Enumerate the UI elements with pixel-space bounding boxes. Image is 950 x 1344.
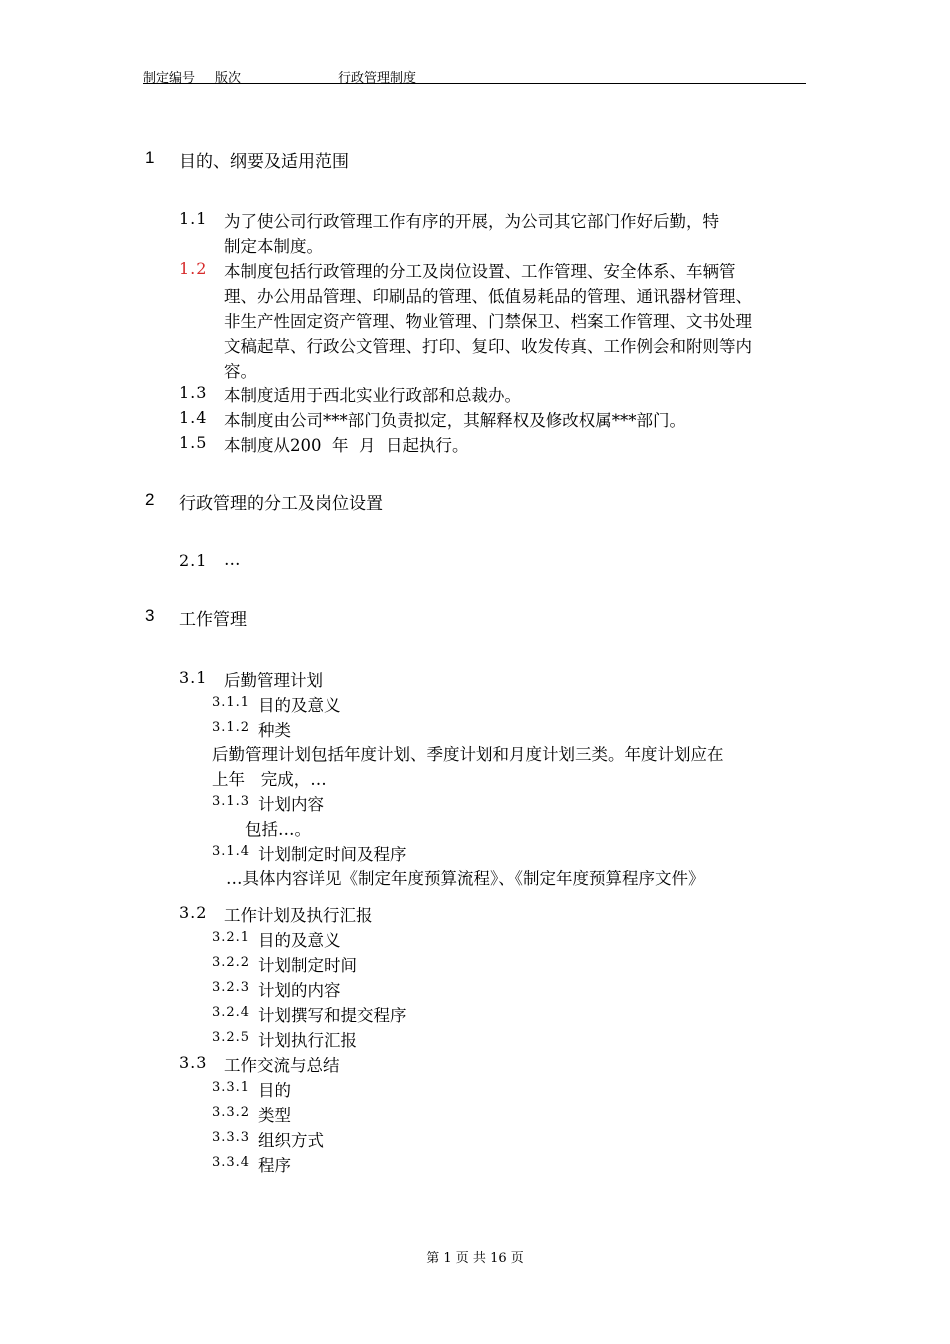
item-text-line: 本制度包括行政管理的分工及岗位设置、工作管理、安全体系、车辆管 <box>224 262 736 281</box>
item-number-highlighted: 1.2 <box>179 259 208 278</box>
section-title: 行政管理的分工及岗位设置 <box>179 494 383 514</box>
item-text-line: 本制度适用于西北实业行政部和总裁办。 <box>224 386 521 405</box>
footer-current-page: 1 <box>443 1251 452 1266</box>
item-number: 3.3 <box>179 1053 208 1072</box>
sub-number: 3.3.4 <box>212 1155 251 1170</box>
item-text-line: 制定本制度。 <box>224 237 323 256</box>
item-text-line: 本制度从200 年 月 日起执行。 <box>224 436 469 455</box>
sub-number: 3.2.5 <box>212 1030 251 1045</box>
item-text-line: 本制度由公司***部门负责拟定，其解释权及修改权属***部门。 <box>224 411 686 430</box>
header-code-label: 制定编号 <box>143 71 196 86</box>
body-text-line: 上年 完成，… <box>212 770 327 789</box>
header-version-label: 版次 <box>215 71 242 86</box>
sub-title: 目的及意义 <box>258 696 341 715</box>
sub-title: 计划的内容 <box>258 981 341 1000</box>
sub-number: 3.3.2 <box>212 1105 251 1120</box>
sub-title: 计划制定时间 <box>258 956 357 975</box>
sub-number: 3.2.2 <box>212 955 251 970</box>
page-footer <box>0 1247 950 1266</box>
sub-title: 目的 <box>258 1081 291 1100</box>
body-text-line: 后勤管理计划包括年度计划、季度计划和月度计划三类。年度计划应在 <box>212 745 724 764</box>
sub-number: 3.2.1 <box>212 930 251 945</box>
sub-title: 种类 <box>258 721 291 740</box>
item-text-line: 容。 <box>224 362 257 381</box>
sub-title: 计划执行汇报 <box>258 1031 357 1050</box>
footer-middle: 页 共 <box>455 1251 486 1266</box>
section-number: 3 <box>145 606 155 625</box>
sub-number: 3.1.2 <box>212 720 251 735</box>
sub-number: 3.2.3 <box>212 980 251 995</box>
section-title: 工作管理 <box>179 610 247 630</box>
footer-prefix: 第 <box>426 1251 440 1266</box>
item-number: 1.3 <box>179 383 208 402</box>
item-number: 1.5 <box>179 433 208 452</box>
section-number: 1 <box>145 148 155 167</box>
sub-title: 计划制定时间及程序 <box>258 845 407 864</box>
item-text-line: 非生产性固定资产管理、物业管理、门禁保卫、档案工作管理、文书处理 <box>224 312 752 331</box>
sub-title: 类型 <box>258 1106 291 1125</box>
body-text-line: 包括…。 <box>245 820 311 839</box>
section-number: 2 <box>145 490 155 509</box>
sub-title: 计划内容 <box>258 795 324 814</box>
sub-title: 组织方式 <box>258 1131 324 1150</box>
item-number: 3.1 <box>179 668 208 687</box>
body-text-line: …具体内容详见《制定年度预算流程》、《制定年度预算程序文件》 <box>226 869 705 888</box>
sub-title: 目的及意义 <box>258 931 341 950</box>
sub-number: 3.1.3 <box>212 794 251 809</box>
section-title: 目的、纲要及适用范围 <box>179 152 349 172</box>
item-text-line: 理、办公用品管理、印刷品的管理、低值易耗品的管理、通讯器材管理、 <box>224 287 752 306</box>
item-text-line: 为了使公司行政管理工作有序的开展，为公司其它部门作好后勤，特 <box>224 212 719 231</box>
item-number: 3.2 <box>179 903 208 922</box>
sub-title: 程序 <box>258 1156 291 1175</box>
item-title: 工作交流与总结 <box>224 1056 340 1075</box>
item-number: 1.1 <box>179 209 208 228</box>
header-title: 行政管理制度 <box>338 71 417 86</box>
footer-total-pages: 16 <box>490 1251 507 1266</box>
sub-number: 3.1.4 <box>212 844 251 859</box>
item-number: 1.4 <box>179 408 208 427</box>
sub-number: 3.3.1 <box>212 1080 251 1095</box>
item-number: 2.1 <box>179 551 208 570</box>
footer-suffix: 页 <box>510 1251 524 1266</box>
item-title: 后勤管理计划 <box>224 671 323 690</box>
item-text-line: 文稿起草、行政公文管理、打印、复印、收发传真、工作例会和附则等内 <box>224 337 752 356</box>
item-text-line: … <box>224 550 241 569</box>
sub-title: 计划撰写和提交程序 <box>258 1006 407 1025</box>
header-divider <box>143 83 806 84</box>
sub-number: 3.1.1 <box>212 695 251 710</box>
sub-number: 3.2.4 <box>212 1005 251 1020</box>
sub-number: 3.3.3 <box>212 1130 251 1145</box>
item-title: 工作计划及执行汇报 <box>224 906 373 925</box>
